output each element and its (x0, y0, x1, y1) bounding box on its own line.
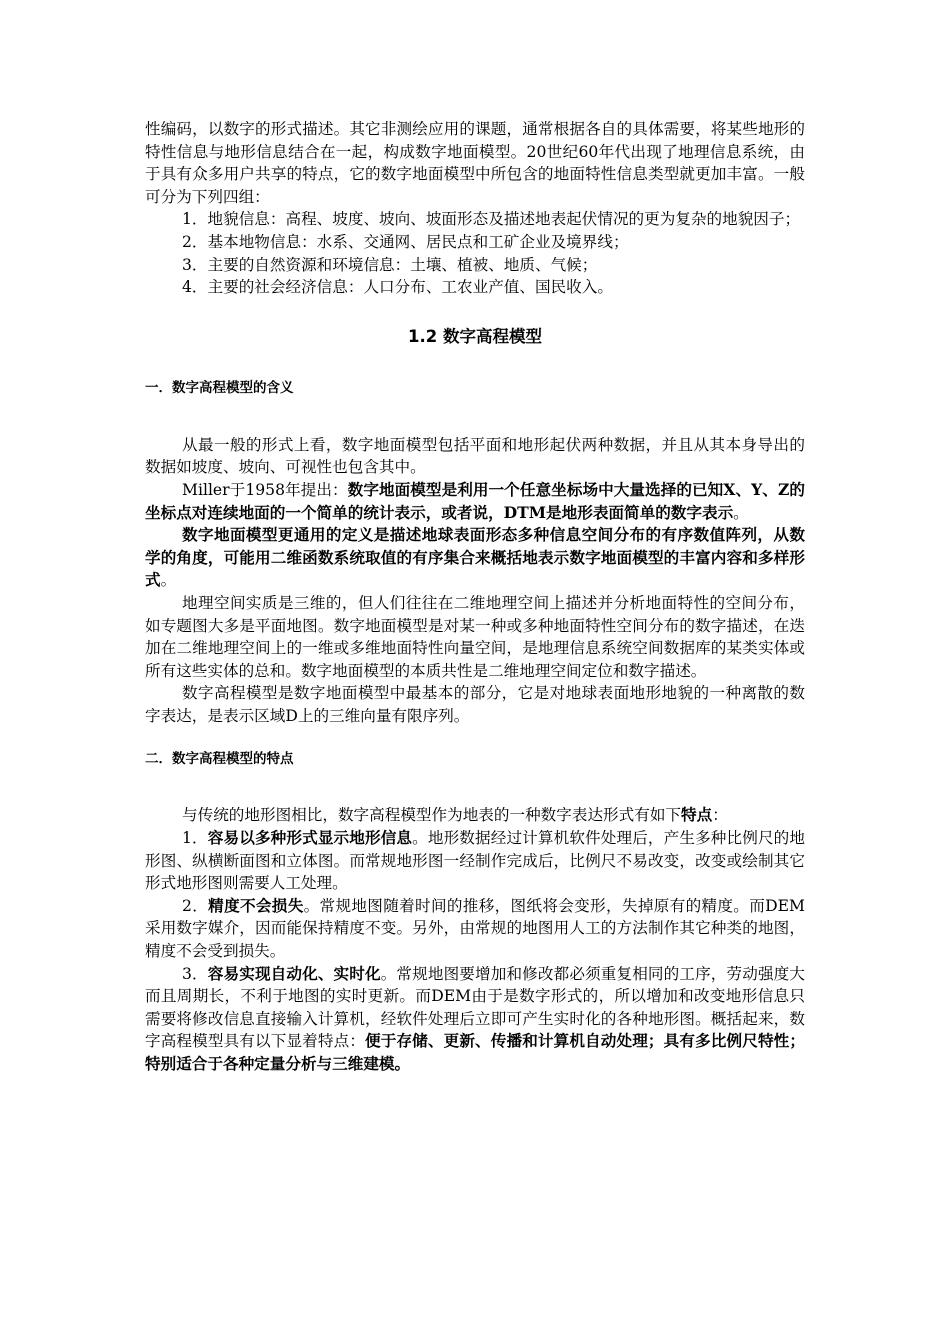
item-number: 2． (182, 896, 209, 915)
paragraph-general-definition (145, 524, 805, 592)
subsection-title-features: 二．数字高程模型的特点 (145, 751, 294, 768)
item-number: 3． (182, 964, 208, 983)
text-plain: 。 (733, 503, 749, 522)
text-bold: 数字地面模型是利用一个任意坐标场中大量选择的已知X、Y、Z的坐标点对连续地面的一个简单的统计表示，或者说，DTM是地形表面简单的数字表示 (145, 479, 805, 522)
text-plain: 与传统的地形图相比，数字高程模型作为地表的一种数字表达形式有如下 (182, 806, 682, 825)
text-bold: 精度不会损失 (208, 895, 304, 915)
text-bold: 容易实现自动化、实时化 (207, 963, 381, 983)
text-plain: 。地形数据经过计算机软件处理后，产生多种比例尺的地形图、纵横断面图和立体图。而常规地形图一经制作完成后，比例尺不易改变，改变或绘制其它形式地形图则需要人工处理。 (145, 829, 805, 893)
paragraph-features-intro (145, 804, 805, 827)
paragraph-geo-space: 地理空间实质是三维的，但人们往往在二维地理空间上描述并分析地面特性的空间分布，如专题图大多是平面地图。数字地面模型是对某一种或多种地面特性空间分布的数字描述，在迭加在二维地理空间上的一维或多维地面特性向量空间，是地理信息系统空间数据库的某类实体或所有这些实体的总和。数字地面模型的本质共性是二维地理空间定位和数字描述。 (145, 593, 805, 680)
text-bold: 数字地面模型更通用的定义是描述地球表面形态多种信息空间分布的有序数值阵列，从数学的角度，可能用二维函数系统取值的有序集合来概括地表示数字地面模型的丰富内容和多样形式 (145, 525, 805, 590)
section-title: 1.2 数字高程模型 (408, 326, 542, 346)
paragraph-miller-definition (145, 479, 805, 524)
text-plain: Miller于1958年提出： (182, 480, 348, 499)
item-number: 1． (182, 829, 208, 848)
text-bold: 便于存储、更新、传播和计算机自动处理；具有多比例尺特性；特别适合于各种定量分析与三维建模。 (145, 1031, 805, 1073)
text-bold: 容易以多种形式显示地形信息 (207, 828, 413, 848)
feature-item-3 (145, 963, 805, 1076)
subsection-title-meaning: 一．数字高程模型的含义 (145, 379, 294, 396)
text-plain: 。常规地图要增加和修改都必须重复相同的工序，劳动强度大而且周期长，不利于地图的实时更新。而DEM由于是数字形式的，所以增加和改变地形信息只需要将修改信息直接输入计算机，经软件处理后立即可产生实时化的各种地形图。概括起来，数字高程模型具有以下显着特点： (145, 964, 805, 1051)
list-item-3: 3．主要的自然资源和环境信息：土壤、植被、地质、气候； (182, 255, 598, 274)
intro-paragraph: 性编码，以数字的形式描述。其它非测绘应用的课题，通常根据各自的具体需要，将某些地形的特性信息与地形信息结合在一起，构成数字地面模型。20世纪60年代出现了地理信息系统，由于具有众多用户共享的特点，它的数字地面模型中所包含的地面特性信息类型就更加丰富。一般可分为下列四组： (145, 120, 805, 206)
paragraph-general-form: 从最一般的形式上看，数字地面模型包括平面和地形起伏两种数据，并且从其本身导出的数据如坡度、坡向、可视性也包含其中。 (145, 435, 805, 477)
list-item-4: 4．主要的社会经济信息：人口分布、工农业产值、国民收入。 (182, 278, 613, 297)
text-bold: 特点 (681, 805, 713, 825)
text-plain: ： (712, 806, 728, 825)
text-plain: 。 (160, 571, 177, 590)
paragraph-dem-definition: 数字高程模型是数字地面模型中最基本的部分，它是对地球表面地形地貌的一种离散的数字表达，是表示区域D上的三维向量有限序列。 (145, 684, 805, 725)
list-item-1: 1．地貌信息：高程、坡度、坡向、坡面形态及描述地表起伏情况的更为复杂的地貌因子； (182, 210, 801, 229)
list-item-2: 2．基本地物信息：水系、交通网、居民点和工矿企业及境界线； (182, 232, 629, 251)
document-body (145, 118, 805, 1076)
feature-item-1 (145, 827, 805, 895)
text-plain: 。常规地图随着时间的推移，图纸将会变形，失掉原有的精度。而DEM采用数字媒介，因而能保持精度不变。另外，由常规的地图用人工的方法制作其它种类的地图，精度不会受到损失。 (145, 896, 805, 961)
feature-item-2 (145, 895, 805, 963)
